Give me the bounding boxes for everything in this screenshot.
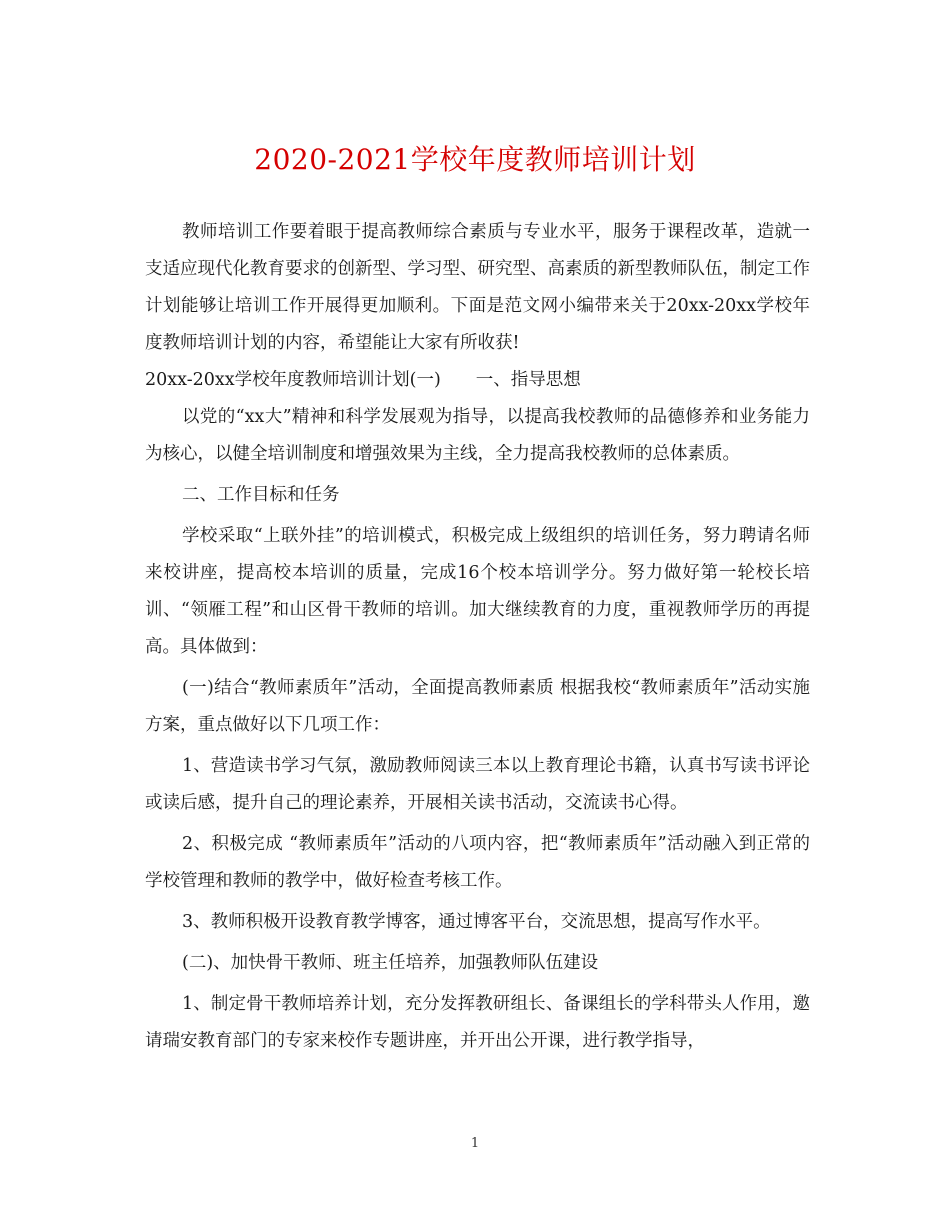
section-heading-goals: 二、工作目标和任务 (182, 485, 340, 505)
document-body (145, 214, 810, 1060)
paragraph-intro: 教师培训工作要着眼于提高教师综合素质与专业水平，服务于课程改革，造就一支适应现代化教育要求的创新型、学习型、研究型、高素质的新型教师队伍，制定工作计划能够让培训工作开展得更加顺利。下面是范文网小编带来关于20xx-20xx学校年度教师培训计划的内容，希望能让大家有所收获! (145, 222, 810, 353)
paragraph-plan-heading: 20xx-20xx学校年度教师培训计划(一) 一、指导思想 (145, 370, 581, 390)
list-item-4: 1、制定骨干教师培养计划，充分发挥教研组长、备课组长的学科带头人作用，邀请瑞安教育部门的专家来校作专题讲座，并开出公开课，进行教学指导， (145, 994, 810, 1051)
paragraph-goals: 学校采取“上联外挂”的培训模式，积极完成上级组织的培训任务，努力聘请名师来校讲座，提高校本培训的质量，完成16个校本培训学分。努力做好第一轮校长培训、“领雁工程”和山区骨干教师的培训。加大继续教育的力度，重视教师学历的再提高。具体做到： (145, 526, 810, 657)
list-item-2: 2、积极完成 “教师素质年”活动的八项内容，把“教师素质年”活动融入到正常的学校管理和教师的教学中，做好检查考核工作。 (145, 834, 810, 891)
paragraph-subsection-2: (二)、加快骨干教师、班主任培养，加强教师队伍建设 (182, 953, 599, 973)
list-item-3: 3、教师积极开设教育教学博客，通过博客平台，交流思想，提高写作水平。 (182, 912, 771, 932)
list-item-1: 1、营造读书学习气氛，激励教师阅读三本以上教育理论书籍，认真书写读书评论或读后感，提升自己的理论素养，开展相关读书活动，交流读书心得。 (145, 756, 810, 813)
paragraph-guiding-thought: 以党的“xx大”精神和科学发展观为指导，以提高我校教师的品德修养和业务能力为核心，以健全培训制度和增强效果为主线，全力提高我校教师的总体素质。 (145, 407, 810, 464)
paragraph-subsection-1: (一)结合“教师素质年”活动，全面提高教师素质 根据我校“教师素质年”活动实施方案，重点做好以下几项工作： (145, 678, 810, 735)
page-number: 1 (470, 1136, 480, 1151)
document-title: 2020-2021学校年度教师培训计划 (254, 143, 696, 176)
